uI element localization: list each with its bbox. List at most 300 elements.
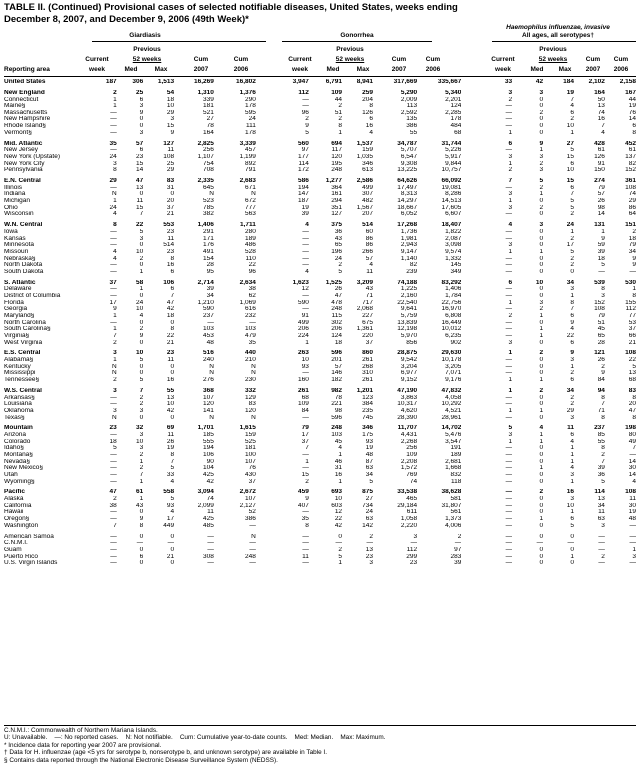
value-cell: 29,184 <box>397 502 418 509</box>
value-cell: 37 <box>301 438 309 445</box>
value-cell: 36 <box>597 471 605 478</box>
value-cell: 2 <box>338 103 343 110</box>
value-cell: 167 <box>625 89 636 96</box>
value-cell: 161 <box>331 191 343 198</box>
value-cell: 104 <box>203 465 214 472</box>
value-cell: 280 <box>245 228 256 235</box>
value-cell: 2,714 <box>197 279 214 286</box>
value-cell: — <box>366 540 373 547</box>
value-cell: 0 <box>539 445 544 452</box>
value-cell: 145 <box>450 262 462 269</box>
area-cell: Utah <box>4 471 18 478</box>
value-cell: 5,707 <box>400 147 418 154</box>
value-cell: 0 <box>539 96 544 103</box>
table-row <box>4 110 636 117</box>
value-cell: — <box>110 432 117 438</box>
value-cell: 1,376 <box>239 89 256 96</box>
area-cell: Arizona <box>4 432 27 438</box>
value-cell: — <box>505 109 513 116</box>
value-cell: 30 <box>628 502 636 509</box>
area-cell: United States <box>4 79 46 85</box>
value-cell: 240 <box>203 357 214 364</box>
value-cell: 4,620 <box>400 407 418 414</box>
value-cell: 1 <box>570 363 574 370</box>
value-cell: 176 <box>203 242 214 249</box>
value-cell: 6,791 <box>325 79 343 85</box>
weeks52-label-2: 52 weeks <box>335 56 365 63</box>
value-cell: 0 <box>139 191 144 198</box>
value-cell: 79 <box>597 184 605 191</box>
value-cell: 8 <box>570 299 574 306</box>
value-cell: 5,970 <box>400 332 418 339</box>
value-cell: 108 <box>625 184 636 191</box>
value-cell: 6 <box>570 432 574 438</box>
value-cell: 152 <box>594 299 605 306</box>
value-cell: 24 <box>109 204 117 211</box>
value-cell: 7 <box>139 211 144 218</box>
value-cell: 4 <box>539 425 544 432</box>
value-cell: — <box>505 496 513 503</box>
value-cell: 177 <box>298 153 309 160</box>
value-cell: — <box>629 268 636 275</box>
value-cell: 108 <box>594 306 605 313</box>
value-cell: 181 <box>245 445 256 452</box>
table-row <box>4 408 636 415</box>
value-cell: — <box>110 540 117 547</box>
value-cell: 2 <box>139 255 144 262</box>
value-cell: 2,825 <box>197 140 214 147</box>
value-cell: 206 <box>298 326 309 333</box>
value-cell: 0 <box>170 191 175 198</box>
value-cell: 68 <box>628 377 636 384</box>
value-cell: 3 <box>113 160 117 167</box>
value-cell: 97 <box>454 546 462 553</box>
value-cell: 3 <box>139 445 144 452</box>
area-cell: New Jersey <box>4 147 38 154</box>
value-cell: 1 <box>113 103 117 110</box>
value-cell: 4 <box>113 255 117 262</box>
value-cell: 35 <box>248 339 256 346</box>
value-cell: 68 <box>454 129 462 136</box>
value-cell: 4 <box>113 248 117 255</box>
table-row <box>4 401 636 408</box>
value-cell: 11,707 <box>397 425 418 432</box>
value-cell: 27 <box>566 140 574 147</box>
area-cell: Washington <box>4 522 39 529</box>
value-cell: — <box>505 211 513 218</box>
area-cell: Louisiana <box>4 401 32 408</box>
value-cell: 38 <box>248 286 256 293</box>
value-cell: 127 <box>163 140 175 147</box>
value-cell: — <box>505 235 513 242</box>
value-cell: 4 <box>570 465 574 472</box>
value-cell: 187 <box>298 198 309 205</box>
value-cell: 1 <box>139 286 144 293</box>
value-cell: 80 <box>628 432 636 438</box>
value-cell: — <box>110 129 117 136</box>
current-label-2: Current <box>288 56 312 63</box>
value-cell: 207 <box>362 211 373 218</box>
table-row <box>4 509 636 516</box>
value-cell: 39 <box>206 286 214 293</box>
value-cell: 18 <box>334 339 343 346</box>
value-cell: 103 <box>245 326 256 333</box>
value-cell: 8 <box>170 326 175 333</box>
value-cell: 386 <box>406 123 418 130</box>
value-cell: — <box>302 306 309 313</box>
value-cell: 3 <box>508 432 513 438</box>
value-cell: 86 <box>365 235 373 242</box>
value-cell: 2,586 <box>356 178 373 185</box>
table-row <box>4 185 636 192</box>
value-cell: 2 <box>508 312 513 319</box>
value-cell: — <box>505 546 513 553</box>
value-cell: 6 <box>170 268 175 275</box>
value-cell: 8,286 <box>445 191 462 198</box>
value-cell: 10 <box>566 502 574 509</box>
value-cell: 4 <box>139 312 144 319</box>
value-cell: — <box>302 248 309 255</box>
value-cell: 146 <box>331 370 343 377</box>
value-cell: 154 <box>203 255 214 262</box>
value-cell: 717 <box>362 299 373 306</box>
value-cell: 1 <box>113 198 117 205</box>
value-cell: 65 <box>334 242 343 249</box>
area-cell: Kentucky <box>4 363 31 370</box>
value-cell: 33,538 <box>397 489 418 496</box>
value-cell: — <box>598 540 605 547</box>
value-cell: 0 <box>139 262 144 269</box>
value-cell: 14 <box>628 471 636 478</box>
value-cell: 5 <box>170 496 175 503</box>
value-cell: 110 <box>245 255 256 262</box>
value-cell: 307 <box>362 191 373 198</box>
value-cell: 42 <box>535 79 544 85</box>
value-cell: 0 <box>539 502 544 509</box>
value-cell: 0 <box>338 533 343 540</box>
value-cell: 4 <box>632 478 636 485</box>
value-cell: 11 <box>167 432 175 438</box>
value-cell: 2 <box>601 363 605 370</box>
value-cell: 10 <box>166 103 175 110</box>
group-header-giardiasis: Giardiasis <box>129 32 161 39</box>
value-cell: 2,127 <box>239 502 256 509</box>
value-cell: 4 <box>170 509 175 516</box>
value-cell: 2 <box>539 184 544 191</box>
value-cell: 42 <box>166 306 175 313</box>
value-cell: 694 <box>331 140 343 147</box>
value-cell: 1 <box>305 458 309 465</box>
value-cell: 17,268 <box>397 222 418 229</box>
value-cell: 2 <box>570 262 574 269</box>
value-cell: 539 <box>594 279 605 286</box>
value-cell: 2 <box>139 451 144 458</box>
value-cell: 6 <box>369 116 373 123</box>
area-cell: Ohio <box>4 204 18 211</box>
area-cell: Montana§ <box>4 451 33 458</box>
value-cell: 15 <box>135 160 144 167</box>
area-cell: Tennessee§ <box>4 377 40 384</box>
value-cell: 62 <box>248 292 256 299</box>
value-cell: 100 <box>245 451 256 458</box>
value-cell: 5 <box>139 228 144 235</box>
value-cell: 79 <box>301 425 309 432</box>
value-cell: — <box>629 540 636 547</box>
value-cell: 9,574 <box>445 248 462 255</box>
value-cell: 137 <box>625 153 636 160</box>
value-cell: 3 <box>113 387 117 394</box>
value-cell: 3 <box>539 167 544 174</box>
value-cell: 0 <box>170 533 175 540</box>
value-cell: 13 <box>597 103 605 110</box>
value-cell: 31,744 <box>441 140 462 147</box>
value-cell: 4 <box>170 478 175 485</box>
value-cell: — <box>110 458 117 465</box>
value-cell: 123 <box>362 394 373 401</box>
value-cell: 65 <box>597 332 605 339</box>
value-cell: 0 <box>539 339 544 346</box>
value-cell: 7,071 <box>445 370 462 377</box>
value-cell: 2 <box>338 116 343 123</box>
value-cell: 3,947 <box>292 79 309 85</box>
value-cell: 2 <box>338 546 343 553</box>
value-cell: 39 <box>454 560 462 567</box>
value-cell: 1 <box>570 451 574 458</box>
value-cell: 1 <box>113 96 117 103</box>
value-cell: — <box>207 560 214 567</box>
value-cell: 15 <box>166 123 175 130</box>
value-cell: 108 <box>625 350 636 357</box>
value-cell: 26 <box>597 357 605 364</box>
value-cell: 0 <box>539 262 544 269</box>
value-cell: 645 <box>203 184 214 191</box>
area-cell: Wyoming§ <box>4 478 35 485</box>
footnote-nedss: § Contains data reported through the National Electronic Disease Surveillance System (NEDSS). <box>4 756 278 764</box>
value-cell: 2 <box>338 262 343 269</box>
value-cell: 1,406 <box>445 286 462 293</box>
value-cell: 0 <box>539 103 544 110</box>
value-cell: 266 <box>362 248 373 255</box>
value-cell: 596 <box>331 350 343 357</box>
table-row <box>4 205 636 212</box>
value-cell: 3 <box>508 191 513 198</box>
value-cell: 1 <box>508 299 513 306</box>
footnote-cnmi: C.N.M.I.: Commonwealth of Northern Mariana Islands. <box>4 727 158 734</box>
value-cell: 210 <box>245 357 256 364</box>
value-cell: 3 <box>139 129 144 136</box>
value-cell: — <box>505 509 513 516</box>
area-cell: New Hampshire <box>4 116 51 123</box>
value-cell: 31 <box>166 184 175 191</box>
max-label-1: Max <box>154 66 168 73</box>
value-cell: 63 <box>597 516 605 523</box>
value-cell: 6 <box>570 339 574 346</box>
table-row <box>4 364 636 371</box>
value-cell: 86 <box>365 242 373 249</box>
value-cell: 93 <box>365 438 373 445</box>
value-cell: 1 <box>113 357 117 364</box>
value-cell: 96 <box>301 109 309 116</box>
value-cell: 60 <box>365 228 373 235</box>
value-cell: 7 <box>305 445 309 452</box>
value-cell: 124 <box>331 332 343 339</box>
value-cell: 3 <box>139 407 144 414</box>
value-cell: 2 <box>139 401 144 408</box>
value-cell: 516 <box>203 350 214 357</box>
value-cell: 5 <box>139 377 144 384</box>
value-cell: 10 <box>334 496 343 503</box>
value-cell: 1,567 <box>356 204 373 211</box>
value-cell: 106 <box>163 279 175 286</box>
table-row <box>4 286 636 293</box>
value-cell: 71 <box>597 407 605 414</box>
table-row <box>4 154 636 161</box>
value-cell: 1,310 <box>197 89 214 96</box>
value-cell: 7 <box>570 96 574 103</box>
value-cell: 49 <box>628 438 636 445</box>
value-cell: 0 <box>539 370 544 377</box>
value-cell: — <box>505 489 513 496</box>
value-cell: 109 <box>331 89 343 96</box>
value-cell: 181 <box>203 103 214 110</box>
value-cell: 194 <box>298 184 309 191</box>
area-cell: Oklahoma <box>4 407 34 414</box>
value-cell: 2,943 <box>400 242 418 249</box>
table-row <box>4 560 636 567</box>
footnote-provisional: * Incidence data for reporting year 2007 are provisional. <box>4 741 162 749</box>
value-cell: 10 <box>566 167 574 174</box>
value-cell: 22 <box>135 222 144 229</box>
year-2007-label-3: 2007 <box>585 66 601 73</box>
value-cell: 1 <box>539 147 544 154</box>
value-cell: 86 <box>628 204 636 211</box>
value-cell: — <box>110 319 117 326</box>
value-cell: 16 <box>597 116 605 123</box>
value-cell: 237 <box>203 312 214 319</box>
value-cell: 754 <box>203 160 214 167</box>
value-cell: 7 <box>601 123 605 130</box>
value-cell: 0 <box>539 533 544 540</box>
value-cell: 0 <box>539 471 544 478</box>
value-cell: — <box>302 103 309 110</box>
value-cell: — <box>598 533 605 540</box>
value-cell: 44 <box>334 96 343 103</box>
value-cell: 9 <box>570 350 574 357</box>
value-cell: 8 <box>601 445 605 452</box>
table-row <box>4 340 636 347</box>
value-cell: 10,012 <box>441 326 462 333</box>
value-cell: 8 <box>170 255 175 262</box>
value-cell: 17 <box>166 516 175 523</box>
value-cell: 1 <box>305 339 309 346</box>
value-cell: 0 <box>139 509 144 516</box>
table-row <box>4 123 636 130</box>
value-cell: 2 <box>601 451 605 458</box>
value-cell: 4,431 <box>400 432 418 438</box>
value-cell: 4 <box>369 262 373 269</box>
value-cell: 3 <box>601 522 605 529</box>
value-cell: 3 <box>570 357 574 364</box>
table-row <box>4 79 636 86</box>
current-label-1: Current <box>85 56 109 63</box>
current-label-3: Current <box>491 56 515 63</box>
value-cell: 484 <box>450 123 462 130</box>
value-cell: 69 <box>166 425 175 432</box>
value-cell: 7 <box>601 401 605 408</box>
value-cell: 2,683 <box>239 178 256 185</box>
area-cell: Alabama§ <box>4 357 34 364</box>
area-cell: Idaho§ <box>4 445 24 452</box>
value-cell: 9 <box>632 262 636 269</box>
value-cell: 3 <box>539 153 544 160</box>
table-row <box>4 523 636 530</box>
value-cell: 1,784 <box>445 292 462 299</box>
value-cell: 590 <box>298 299 309 306</box>
value-cell: 127 <box>331 211 343 218</box>
value-cell: 91 <box>301 312 309 319</box>
table-row <box>4 306 636 313</box>
value-cell: 2 <box>539 489 544 496</box>
value-cell: 425 <box>203 471 214 478</box>
value-cell: 0 <box>539 401 544 408</box>
value-cell: 1 <box>139 478 144 485</box>
value-cell: — <box>302 255 309 262</box>
value-cell: 6 <box>508 140 513 147</box>
value-cell: 12,198 <box>397 326 418 333</box>
table-row <box>4 516 636 523</box>
value-cell: 20 <box>166 198 175 205</box>
value-cell: 108 <box>625 489 636 496</box>
value-cell: 191 <box>450 445 462 452</box>
value-cell: 0 <box>139 116 144 123</box>
value-cell: 259 <box>362 89 373 96</box>
area-cell: Mountain <box>4 425 33 432</box>
value-cell: 2 <box>139 465 144 472</box>
value-cell: 35 <box>301 516 309 523</box>
value-cell: 5 <box>570 204 574 211</box>
value-cell: 5,759 <box>400 312 418 319</box>
value-cell: 9 <box>305 123 309 130</box>
value-cell: 1 <box>539 516 544 523</box>
value-cell: 1 <box>338 560 343 567</box>
value-cell: — <box>505 401 513 408</box>
value-cell: 2 <box>632 228 636 235</box>
value-cell: 107 <box>203 394 214 401</box>
value-cell: — <box>505 255 513 262</box>
value-cell: 611 <box>406 509 418 516</box>
value-cell: — <box>629 560 636 567</box>
value-cell: — <box>505 370 513 377</box>
value-cell: 1 <box>539 438 544 445</box>
value-cell: 514 <box>362 222 373 229</box>
value-cell: 39 <box>597 248 605 255</box>
value-cell: 9,308 <box>400 160 418 167</box>
value-cell: 34 <box>597 502 605 509</box>
year-2006-label-2: 2006 <box>425 66 441 73</box>
value-cell: 182 <box>331 377 343 384</box>
value-cell: 6 <box>570 312 574 319</box>
value-cell: 16 <box>334 471 343 478</box>
value-cell: 8 <box>601 286 605 293</box>
value-cell: 114 <box>298 160 309 167</box>
value-cell: — <box>302 451 309 458</box>
value-cell: 452 <box>625 140 636 147</box>
value-cell: 37 <box>166 204 175 211</box>
value-cell: 38 <box>109 502 117 509</box>
value-cell: — <box>110 401 117 408</box>
value-cell: — <box>110 509 117 516</box>
value-cell: 28 <box>206 262 214 269</box>
